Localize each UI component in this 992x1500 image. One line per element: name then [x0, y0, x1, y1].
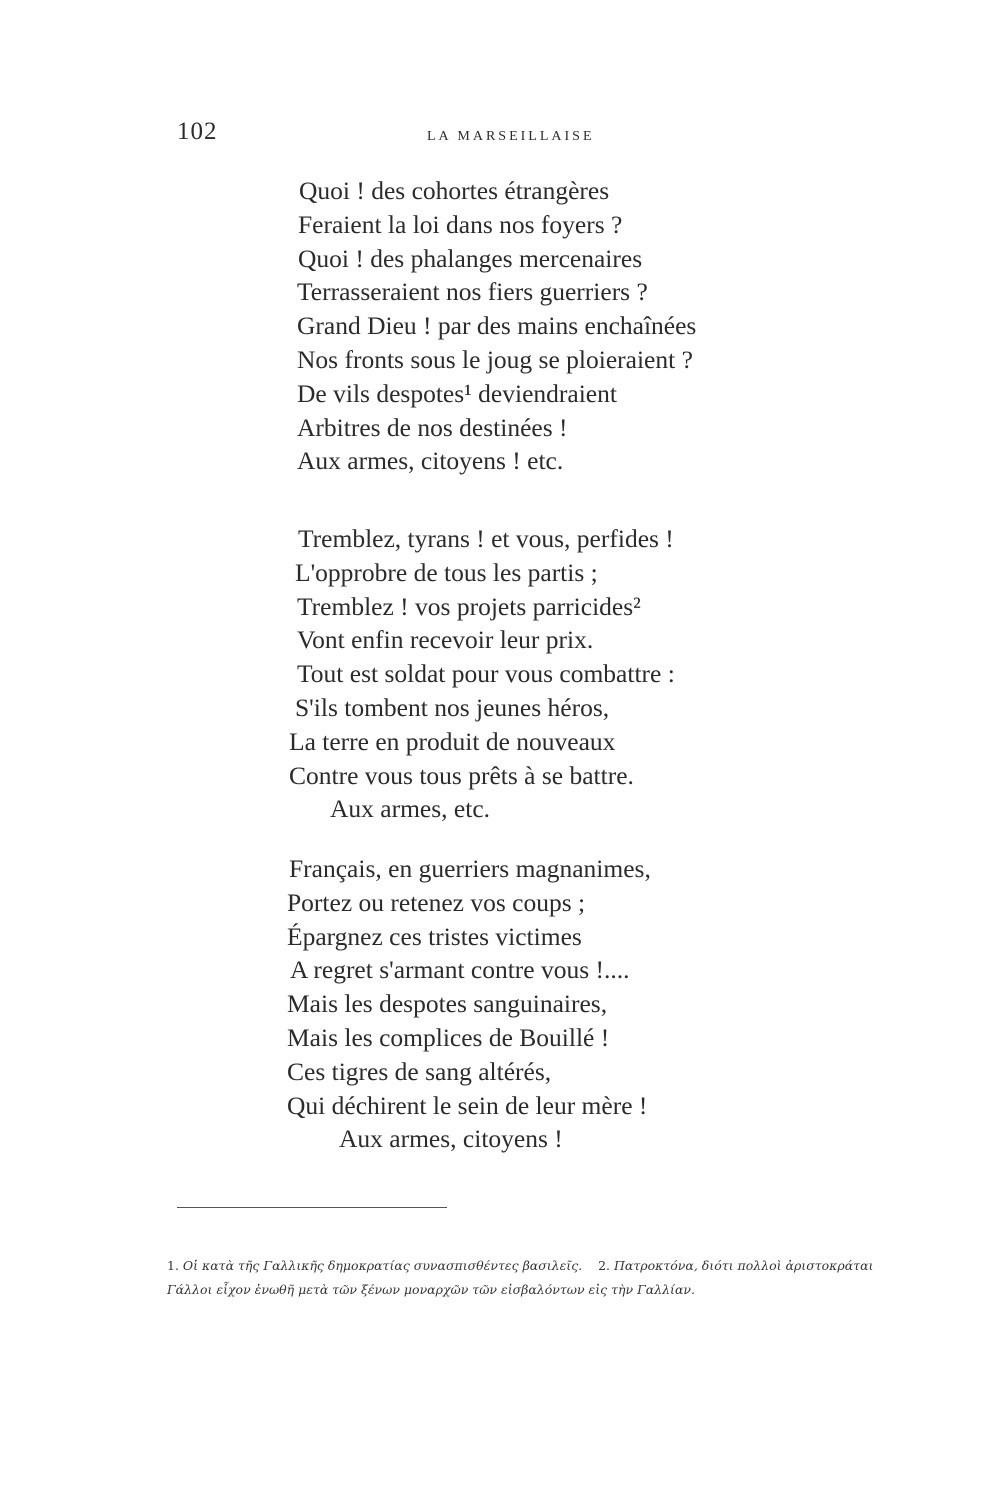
footnote-text: Πατροκτόνα, διότι πολλοὶ ἀριστοκράται Γάλλοι εἶχον ἑνωθῆ μετὰ τῶν ξένων μοναρχῶν τῶν εἰσβαλόντων εἰς τὴν Γαλλίαν. — [167, 1258, 874, 1297]
verse-line: Nos fronts sous le joug se ploieraient ? — [297, 344, 693, 374]
verse-line: Arbitres de nos destinées ! — [297, 412, 568, 442]
verse-line: Tremblez ! vos projets parricides² — [297, 591, 641, 621]
verse-line: Français, en guerriers magnanimes, — [289, 854, 651, 883]
footnotes — [167, 1254, 887, 1302]
verse-line: Tout est soldat pour vous combattre : — [297, 659, 675, 689]
verse-line: Mais les complices de Bouillé ! — [287, 1022, 610, 1052]
verse-line: Épargnez ces tristes victimes — [287, 921, 582, 951]
footnote-rule — [177, 1207, 447, 1208]
verse-line: Portez ou retenez vos coups ; — [287, 887, 586, 917]
refrain-line: Aux armes, etc. — [330, 794, 491, 824]
verse-line: Ces tigres de sang altérés, — [287, 1056, 552, 1086]
verse-line: Mais les despotes sanguinaires, — [287, 989, 608, 1019]
verse-line: S'ils tombent nos jeunes héros, — [295, 692, 610, 722]
stanza-2 — [289, 522, 675, 826]
verse-line: Terrasseraient nos fiers guerriers ? — [297, 277, 648, 307]
running-title: LA MARSEILLAISE — [427, 129, 595, 144]
verse-line: Contre vous tous prêts à se battre. — [289, 760, 634, 790]
verse-line: La terre en produit de nouveaux — [289, 726, 616, 756]
verse-line: A regret s'armant contre vous !.... — [290, 955, 630, 985]
verse-line: Quoi ! des phalanges mercenaires — [298, 243, 643, 273]
footnote-1 — [167, 1258, 586, 1273]
verse-line: Qui déchirent le sein de leur mère ! — [287, 1090, 648, 1120]
footnote-number: 1. — [167, 1258, 179, 1273]
verse-line: Tremblez, tyrans ! et vous, perfides ! — [298, 524, 674, 553]
verse-line: Quoi ! des cohortes étrangères — [299, 176, 610, 205]
verse-line: Vont enfin recevoir leur prix. — [297, 625, 594, 655]
footnote-text: Οἱ κατὰ τῆς Γαλλικῆς δημοκρατίας συνασπισθέντες βασιλεῖς. — [182, 1258, 583, 1273]
verse-line: Grand Dieu ! par des mains enchaînées — [297, 311, 697, 341]
verse-line: Feraient la loi dans nos foyers ? — [298, 209, 623, 239]
verse-line: De vils despotes¹ deviendraient — [297, 378, 617, 408]
stanza-3 — [287, 852, 651, 1156]
stanza-1 — [297, 174, 696, 478]
page-number: 102 — [177, 118, 218, 145]
verse-line: L'opprobre de tous les partis ; — [295, 557, 598, 587]
verse-line: Aux armes, citoyens ! etc. — [297, 446, 564, 476]
refrain-line: Aux armes, citoyens ! — [339, 1124, 563, 1154]
footnote-number: 2. — [598, 1258, 611, 1273]
